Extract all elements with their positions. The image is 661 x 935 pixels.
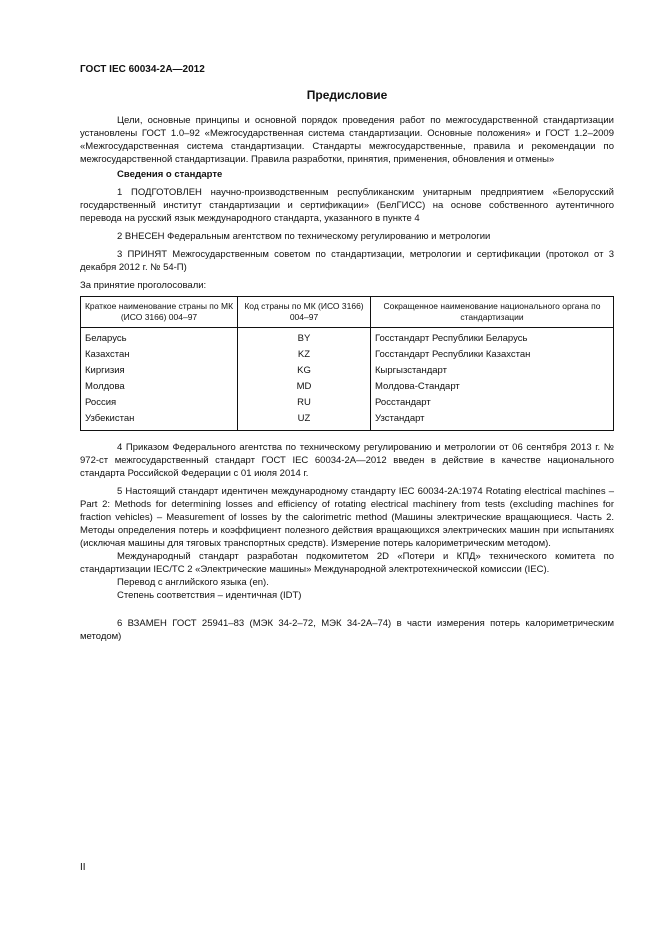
voting-table xyxy=(80,296,614,431)
table-header-code: Код страны по МК (ИСО 3166) 004–97 xyxy=(238,297,371,328)
item-6: 6 ВЗАМЕН ГОСТ 25941–83 (МЭК 34-2–72, МЭК 34-2А–74) в части измерения потерь калориметрическим методом) xyxy=(80,618,614,642)
country-cell: Казахстан xyxy=(81,346,238,362)
voted-label: За принятие проголосовали: xyxy=(80,280,207,291)
country-cell: Россия xyxy=(81,394,238,410)
table-row xyxy=(81,362,614,378)
section-title: Предисловие xyxy=(306,88,388,102)
country-cell: Киргизия xyxy=(81,362,238,378)
table-header-body: Сокращенное наименование национального органа по стандартизации xyxy=(371,297,614,328)
code-cell: MD xyxy=(238,378,371,394)
item-1: 1 ПОДГОТОВЛЕН научно-производственным республиканским унитарным предприятием «Белорусский государственный институт стандартизации и сертификации» (БелГИСС) на основе собственного аутентичного перевода на русский язык международного стандарта, указанного в пункте 4 xyxy=(80,187,614,224)
item-3: 3 ПРИНЯТ Межгосударственным советом по стандартизации, метрологии и сертификации (протокол от 3 декабря 2012 г. № 54-П) xyxy=(80,249,614,273)
code-cell: KG xyxy=(238,362,371,378)
body-cell: Госстандарт Республики Казахстан xyxy=(371,346,614,362)
item-5: 5 Настоящий стандарт идентичен международному стандарту IEC 60034-2A:1974 Rotating electrical machines – Part 2: Methods for determining losses and efficiency of rotating electrical machinery from tests (excluding machines for fraction vehicles) – Measurement of losses by the calorimetric method (Машины электрические вращающиеся. Часть 2. Методы определения потерь и коэффициент полезного действия вращающихся электрических машин при испытаниях (исключая машины для тяговых транспортных средств). Измерение потерь калориметрическим методом). xyxy=(80,486,614,549)
country-cell: Беларусь xyxy=(81,328,238,347)
code-cell: RU xyxy=(238,394,371,410)
table-row xyxy=(81,346,614,362)
code-cell: UZ xyxy=(238,410,371,431)
item-4: 4 Приказом Федерального агентства по техническому регулированию и метрологии от 06 сентября 2013 г. № 972-ст межгосударственный стандарт ГОСТ IEC 60034-2А—2012 введен в действие в качестве национального стандарта Российской Федерации с 01 июля 2014 г. xyxy=(80,442,614,479)
body-cell: Молдова-Стандарт xyxy=(371,378,614,394)
document-header: ГОСТ IEC 60034-2А—2012 xyxy=(80,64,205,75)
table-row xyxy=(81,410,614,431)
item-5-translation: Перевод с английского языка (en). xyxy=(117,577,269,588)
body-cell: Росстандарт xyxy=(371,394,614,410)
country-cell: Узбекистан xyxy=(81,410,238,431)
table-row xyxy=(81,378,614,394)
info-heading: Сведения о стандарте xyxy=(117,169,223,180)
item-5-developer: Международный стандарт разработан подкомитетом 2D «Потери и КПД» технического комитета по стандартизации IEC/TC 2 «Электрические машины» Международной электротехнической комиссии (IEC). xyxy=(80,551,614,575)
table-row xyxy=(81,394,614,410)
code-cell: KZ xyxy=(238,346,371,362)
preface-body xyxy=(80,114,614,643)
table-row xyxy=(81,328,614,347)
body-cell: Госстандарт Республики Беларусь xyxy=(371,328,614,347)
item-5-degree: Степень соответствия – идентичная (IDT) xyxy=(117,590,302,601)
table-header-row xyxy=(81,297,614,328)
page-number: II xyxy=(80,862,86,873)
intro-paragraph: Цели, основные принципы и основной порядок проведения работ по межгосударственной стандартизации установлены ГОСТ 1.0–92 «Межгосударственная система стандартизации. Основные положения» и ГОСТ 1.2–2009 «Межгосударственная система стандартизации. Стандарты межгосударственные, правила и рекомендации по межгосударственной стандартизации. Правила разработки, принятия, применения, обновления и отмены» xyxy=(80,115,614,165)
body-cell: Узстандарт xyxy=(371,410,614,431)
country-cell: Молдова xyxy=(81,378,238,394)
code-cell: BY xyxy=(238,328,371,347)
body-cell: Кыргызстандарт xyxy=(371,362,614,378)
item-2: 2 ВНЕСЕН Федеральным агентством по техническому регулированию и метрологии xyxy=(117,231,491,242)
table-header-country: Краткое наименование страны по МК (ИСО 3166) 004–97 xyxy=(81,297,238,328)
